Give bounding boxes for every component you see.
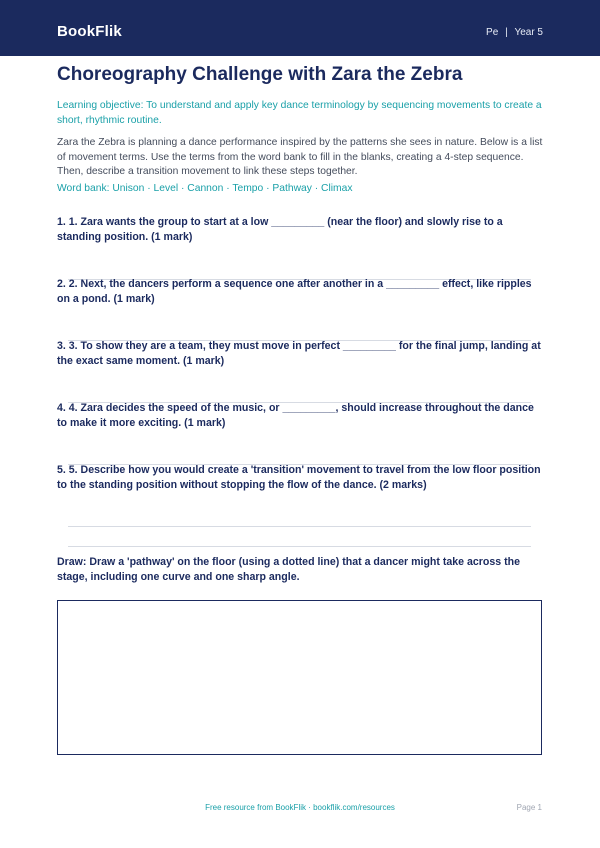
- intro-paragraph: Zara the Zebra is planning a dance performance inspired by the patterns she sees in nature. Below is a list of movement terms. Use the terms from the word bank to fill in the blanks, creating a 4-step sequence. Then, describe a transition movement to link these steps together.: [57, 137, 543, 177]
- brand-logo: BookFlik: [57, 23, 122, 40]
- subject-label: Pe: [486, 27, 499, 38]
- footer-note: Free resource from BookFlik · bookflik.com/resources: [205, 803, 395, 812]
- learning-objective: Learning objective: To understand and apply key dance terminology by sequencing movements to create a short, rhythmic routine.: [57, 100, 542, 126]
- question-5: 5. 5. Describe how you would create a 'transition' movement to travel from the low floor position to the standing position without stopping the flow of the dance. (2 marks): [57, 464, 541, 491]
- answer-line-5a: [68, 526, 531, 527]
- word-bank: Word bank: Unison · Level · Cannon · Tempo · Pathway · Climax: [57, 183, 353, 194]
- page-number: Page 1: [516, 803, 542, 812]
- draw-prompt: Draw: Draw a 'pathway' on the floor (using a dotted line) that a dancer might take across the stage, including one curve and one sharp angle.: [57, 556, 521, 583]
- worksheet-title: Choreography Challenge with Zara the Zebra: [57, 64, 463, 85]
- answer-line-5b: [68, 546, 531, 547]
- meta-separator: |: [505, 27, 508, 38]
- header-meta: [486, 27, 543, 38]
- drawing-box[interactable]: [57, 600, 542, 755]
- question-3: 3. 3. To show they are a team, they must move in perfect _________ for the final jump, landing at the exact same moment. (1 mark): [57, 340, 541, 367]
- question-4: 4. 4. Zara decides the speed of the music, or _________, should increase throughout the dance to make it more exciting. (1 mark): [57, 402, 534, 429]
- question-1: 1. 1. Zara wants the group to start at a low _________ (near the floor) and slowly rise to a standing position. (1 mark): [57, 216, 503, 243]
- year-label: Year 5: [514, 27, 543, 38]
- page-header: [0, 0, 600, 56]
- question-2: 2. 2. Next, the dancers perform a sequence one after another in a _________ effect, like ripples on a pond. (1 mark): [57, 278, 532, 305]
